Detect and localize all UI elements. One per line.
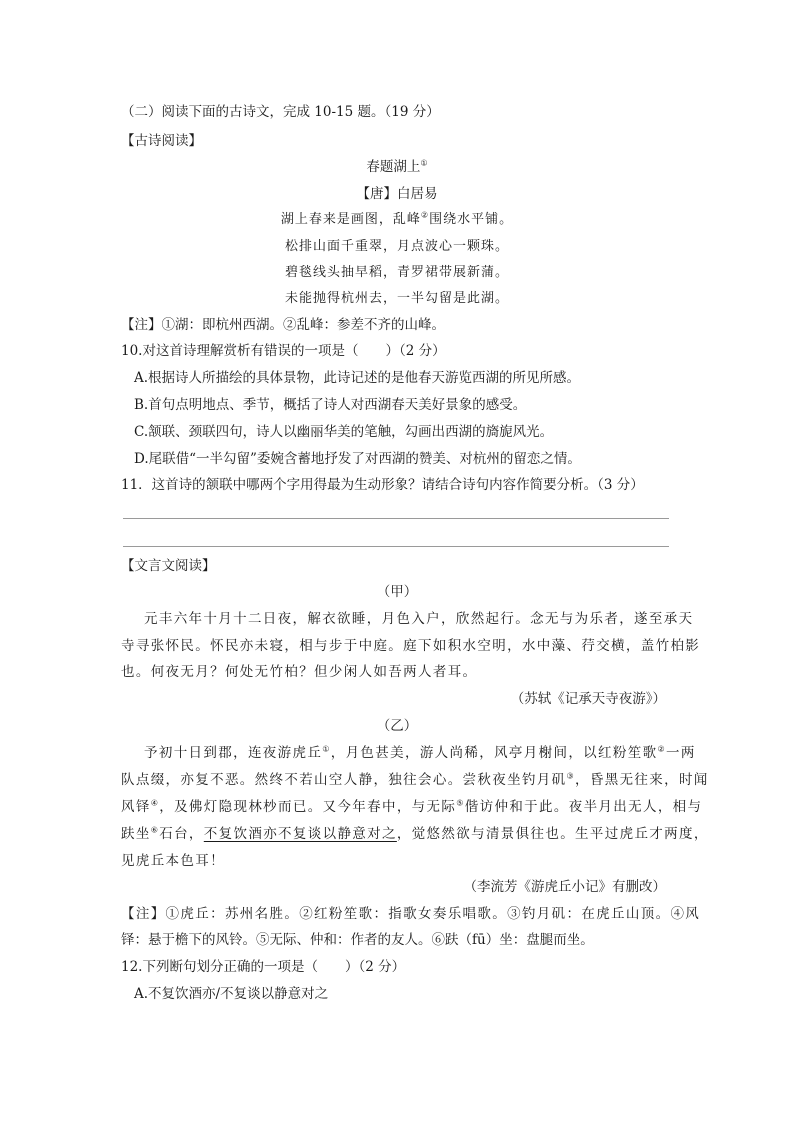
passage-yi-line: 见虎丘本色耳！ [121, 853, 225, 869]
poem-title: 春题湖上① [366, 158, 428, 175]
answer-line [123, 518, 669, 519]
question-12-stem: 12.下列断句划分正确的一项是（ ）（2 分） [121, 959, 406, 975]
question-12-option-a: A.不复饮酒亦/不复谈以静意对之 [134, 986, 329, 1002]
poem-line: 松排山面千重翠，月点波心一颗珠。 [284, 239, 509, 254]
passage-yi-label: （乙） [376, 718, 418, 734]
question-10-option-d: D.尾联借“一半勾留”委婉含蓄地抒发了对西湖的赞美、对杭州的留恋之情。 [134, 451, 581, 467]
question-10-option-a: A.根据诗人所描绘的具体景物，此诗记述的是他春天游览西湖的所见所感。 [134, 370, 581, 386]
classical-section-label: 【文言文阅读】 [121, 558, 216, 574]
passage-yi-line: 风铎④，及佛灯隐现林杪而已。又今年春中，与无际⑤偕访仲和于此。夜半月出无人，相与 [121, 798, 703, 815]
footnote-marker: ④ [150, 798, 160, 808]
footnote-marker: ① [322, 744, 331, 754]
question-10-stem: 10.对这首诗理解赏析有错误的一项是（ ）（2 分） [121, 343, 446, 359]
passage-yi-line: 队点缀，亦复不恶。然终不若山空人静，独往会心。尝秋夜坐钓月矶③，昏黑无往来，时闻 [121, 771, 709, 788]
passage-jia-source: （苏轼《记承天寺夜游》） [510, 691, 666, 707]
poem-author: 【唐】白居易 [356, 186, 438, 202]
passage-yi-line: 予初十日到郡，连夜游虎丘①，月色甚美，游人尚稀，风亭月榭间，以红粉笙歌②一两 [144, 744, 696, 761]
section-heading: （二）阅读下面的古诗文，完成 10-15 题。（19 分） [121, 104, 440, 120]
poem-note: 【注】①湖：即杭州西湖。②乱峰：参差不齐的山峰。 [121, 317, 445, 333]
footnote-marker: ⑥ [150, 825, 160, 835]
footnote-marker: ① [420, 158, 428, 168]
classical-note: 铎：悬于檐下的风铃。⑤无际、仲和：作者的友人。⑥趺（fū）坐：盘腿而坐。 [121, 932, 594, 948]
poem-line: 湖上春来是画图，乱峰②围绕水平铺。 [280, 210, 514, 227]
answer-line [123, 546, 669, 547]
question-10-option-c: C.颔联、颈联四句，诗人以幽丽华美的笔触，勾画出西湖的旖旎风光。 [134, 424, 554, 440]
passage-jia-line: 也。何夜无月？何处无竹柏？但少闲人如吾两人者耳。 [121, 664, 478, 680]
passage-jia-line: 寺寻张怀民。怀民亦未寝，相与步于中庭。庭下如积水空明，水中藻、荇交横，盖竹柏影 [121, 638, 701, 654]
poem-line: 碧毯线头抽早稻，青罗裙带展新蒲。 [284, 265, 509, 280]
footnote-marker: ⑤ [456, 798, 465, 808]
footnote-marker: ② [657, 744, 666, 754]
passage-yi-source: （李流芳《游虎丘小记》有删改） [463, 879, 666, 895]
underlined-sentence: 不复饮酒亦不复谈以静意对之 [203, 826, 397, 842]
question-11-stem: 11．这首诗的颔联中哪两个字用得最为生动形象？请结合诗句内容作简要分析。（3 分） [121, 477, 644, 493]
passage-jia-label: （甲） [376, 584, 418, 600]
poem-line: 未能抛得杭州去，一半勾留是此湖。 [284, 291, 509, 306]
footnote-marker: ③ [566, 771, 576, 781]
footnote-marker: ② [420, 210, 430, 220]
passage-jia-line: 元丰六年十月十二日夜，解衣欲睡，月色入户，欣然起行。念无与为乐者，遂至承天 [144, 611, 694, 627]
passage-yi-line: 趺坐⑥石台，不复饮酒亦不复谈以静意对之，觉悠然欲与清景俱往也。生平过虎丘才两度， [121, 825, 709, 842]
poem-section-label: 【古诗阅读】 [121, 133, 202, 149]
question-10-option-b: B.首句点明地点、季节，概括了诗人对西湖春天美好景象的感受。 [134, 397, 527, 413]
classical-note: 【注】①虎丘：苏州名胜。②红粉笙歌：指歌女奏乐唱歌。③钓月矶：在虎丘山顶。④风 [121, 906, 701, 922]
